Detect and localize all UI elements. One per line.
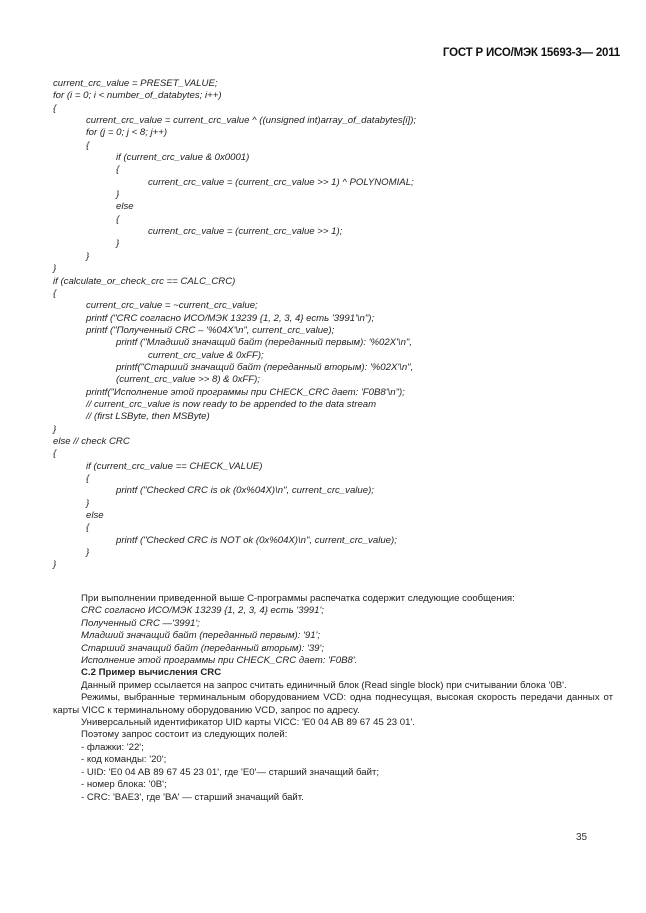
code-line: printf ("Полученный CRC – '%04X'\n", current_crc_value);	[86, 324, 335, 336]
code-line: (current_crc_value >> 8) & 0xFF);	[116, 374, 260, 386]
paragraph: Данный пример ссылается на запрос считать единичный блок (Read single block) при считывании блока '0B'.	[81, 679, 567, 691]
output-intro: При выполнении приведенной выше С-программы распечатка содержит следующие сообщения:	[81, 593, 515, 604]
code-line: {	[86, 473, 90, 484]
code-line: printf ("CRC согласно ИСО/МЭК 13239 {1, 2, 3, 4} есть '3991'\n");	[86, 312, 375, 324]
paragraph: Поэтому запрос состоит из следующих полей:	[81, 729, 288, 741]
code-line: current_crc_value = PRESET_VALUE;	[53, 78, 218, 89]
code-line: if (current_crc_value == CHECK_VALUE)	[86, 460, 263, 472]
output-line: CRC согласно ИСО/МЭК 13239 {1, 2, 3, 4} есть '3991';	[81, 605, 324, 617]
code-line: printf ("Checked CRC is ok (0x%04X)\n", current_crc_value);	[116, 485, 374, 497]
code-line: printf("Исполнение этой программы при CHECK_CRC дает: 'F0B8'\n");	[86, 386, 405, 398]
code-line: current_crc_value = current_crc_value ^ ((unsigned int)array_of_databytes[i]);	[86, 115, 417, 127]
paragraph: Режимы, выбранные терминальным оборудованием VCD: одна поднесущая, высокая скорость передачи данных от карты VICC к терминальному оборудованию VCD, запрос по адресу.	[53, 692, 613, 716]
code-line: if (current_crc_value & 0x0001)	[116, 152, 250, 164]
code-line: {	[53, 102, 57, 114]
code-line: if (calculate_or_check_crc == CALC_CRC)	[53, 275, 236, 287]
field-item: - флажки: '22';	[81, 741, 144, 753]
field-item: - номер блока: '0B';	[81, 779, 167, 791]
code-line: current_crc_value = ~current_crc_value;	[86, 300, 258, 312]
code-line: // current_crc_value is now ready to be appended to the data stream	[86, 398, 377, 410]
page-number: 35	[576, 832, 588, 843]
code-line: {	[53, 287, 57, 299]
output-line: Старший значащий байт (переданный вторым): '39';	[81, 642, 324, 654]
code-line: {	[116, 164, 120, 176]
field-item: - код команды: '20';	[81, 754, 167, 766]
code-line: printf("Старший значащий байт (переданный вторым): '%02X'\n",	[116, 361, 414, 373]
code-line: current_crc_value & 0xFF);	[148, 349, 264, 361]
code-line: }	[53, 263, 57, 275]
code-line: // (first LSByte, then MSByte)	[86, 411, 210, 423]
code-line: {	[53, 448, 57, 460]
output-line: Полученный CRC —'3991';	[81, 617, 200, 629]
code-line: }	[53, 423, 57, 435]
code-line: }	[86, 497, 90, 509]
code-listing	[53, 78, 416, 572]
section-heading: С.2 Пример вычисления CRC	[81, 667, 222, 679]
field-item: - CRC: 'BAE3', где 'BA' — старший значащий байт.	[81, 791, 304, 803]
code-line: }	[116, 189, 120, 201]
code-line: current_crc_value = (current_crc_value >> 1) ^ POLYNOMIAL;	[148, 176, 414, 188]
code-line: printf ("Checked CRC is NOT ok (0x%04X)\n", current_crc_value);	[116, 534, 397, 546]
document-header: ГОСТ Р ИСО/МЭК 15693-3— 2011	[442, 47, 620, 59]
body-text	[53, 593, 613, 804]
code-line: else // check CRC	[53, 435, 130, 447]
code-line: printf ("Младший значащий байт (переданный первым): '%02X'\n",	[116, 337, 412, 349]
output-line: Младший значащий байт (переданный первым): '91';	[81, 630, 321, 642]
code-line: {	[86, 522, 90, 534]
code-line: for (i = 0; i < number_of_databytes; i++)	[53, 90, 222, 102]
code-line: {	[86, 139, 90, 151]
code-line: }	[116, 238, 120, 250]
code-line: }	[86, 250, 90, 262]
code-line: }	[53, 559, 57, 571]
field-item: - UID: 'E0 04 AB 89 67 45 23 01', где 'E0'— старший значащий байт;	[81, 766, 380, 778]
code-line: current_crc_value = (current_crc_value >> 1);	[148, 226, 343, 238]
code-line: }	[86, 547, 90, 559]
code-line: else	[116, 201, 134, 213]
output-line: Исполнение этой программы при CHECK_CRC дает: 'F0B8'.	[81, 655, 358, 667]
code-line: else	[86, 510, 104, 522]
paragraph: Универсальный идентификатор UID карты VICC: 'E0 04 AB 89 67 45 23 01'.	[81, 717, 415, 729]
code-line: for (j = 0; j < 8; j++)	[86, 127, 168, 139]
code-line: {	[116, 213, 120, 225]
